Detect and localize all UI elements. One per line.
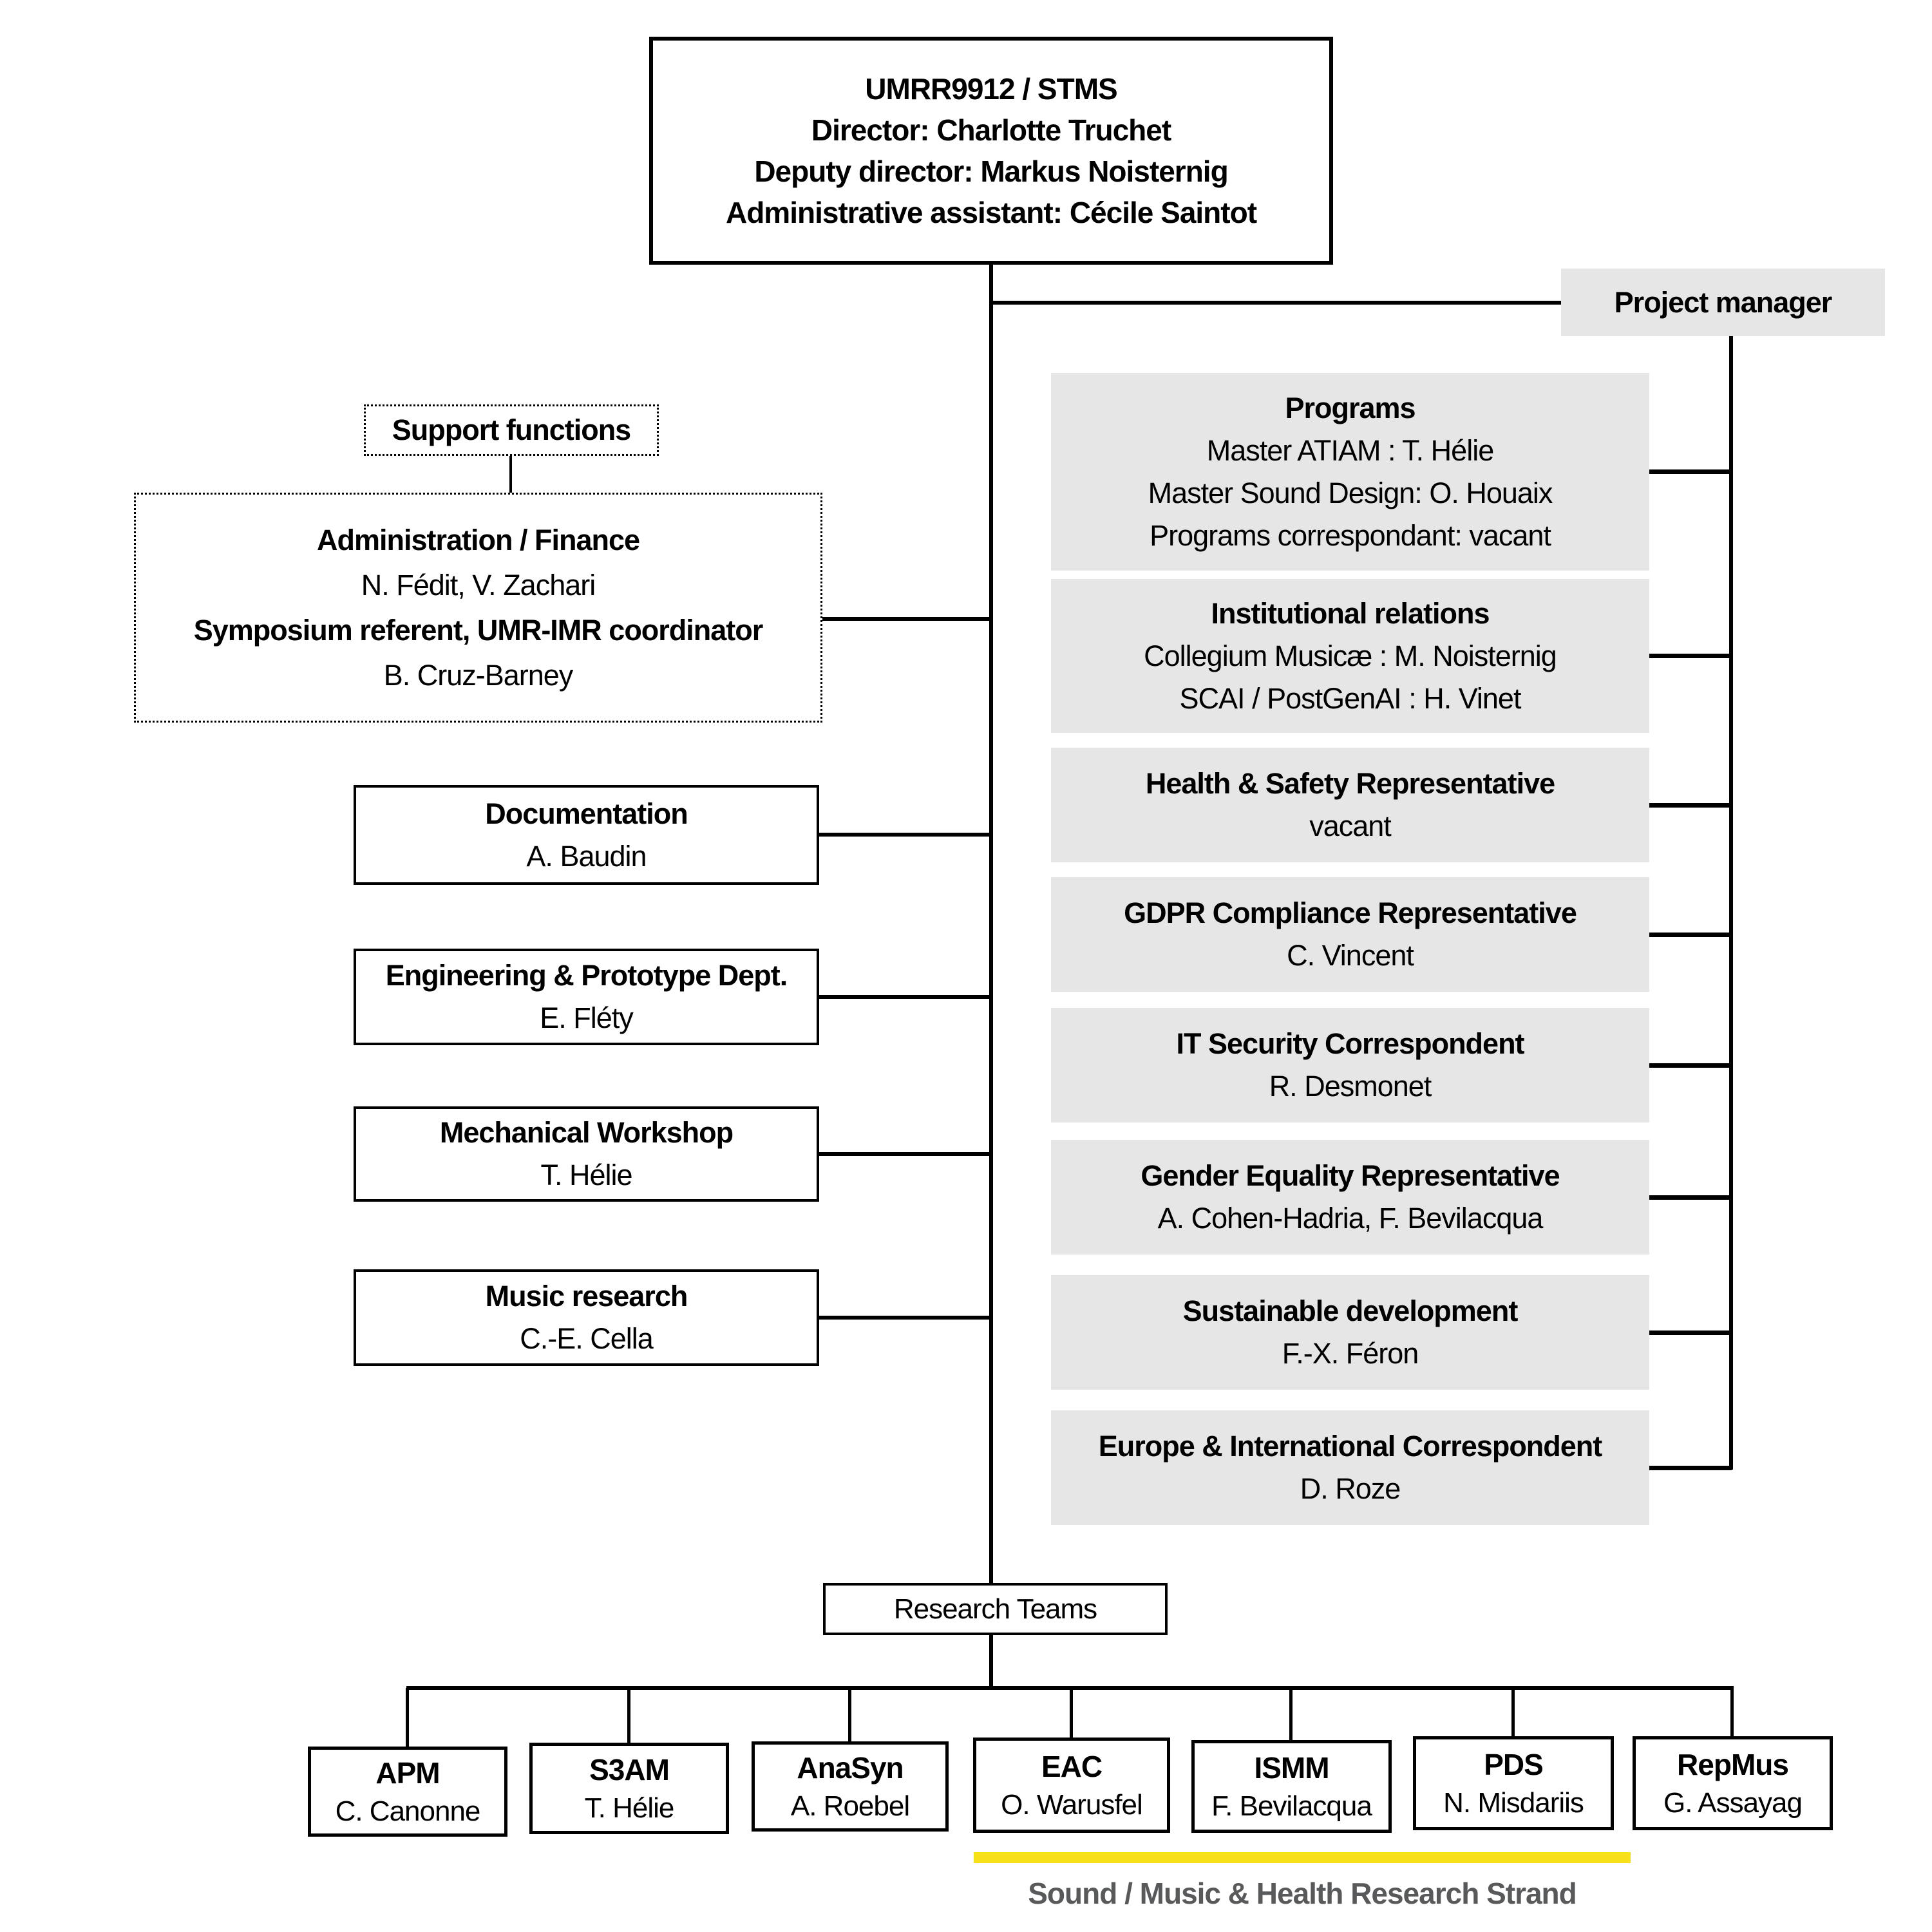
- connector-research-teams-vertical: [989, 1635, 993, 1688]
- europe-person: D. Roze: [1300, 1472, 1401, 1505]
- node-team-pds: [1413, 1736, 1614, 1830]
- node-root: [649, 37, 1333, 265]
- connector-programs: [1648, 469, 1732, 474]
- programs-line: Master ATIAM : T. Hélie: [1206, 433, 1494, 467]
- support-functions-label: Support functions: [392, 413, 631, 446]
- team-anasyn-name: AnaSyn: [797, 1751, 904, 1785]
- gender-equality-title: Gender Equality Representative: [1141, 1159, 1560, 1192]
- connector-gender-equality: [1648, 1195, 1732, 1200]
- connector-stub-repmus: [1730, 1688, 1734, 1738]
- connector-stub-apm: [406, 1688, 409, 1747]
- connector-mechanical-workshop: [818, 1152, 991, 1156]
- institutional-line: Collegium Musicæ : M. Noisternig: [1144, 639, 1557, 672]
- node-support-functions: [364, 404, 659, 456]
- strand-highlight-bar: [974, 1852, 1631, 1863]
- team-apm-lead: C. Canonne: [335, 1795, 480, 1827]
- connector-stub-pds: [1511, 1688, 1515, 1738]
- it-security-title: IT Security Correspondent: [1176, 1027, 1524, 1060]
- node-engineering-prototype: [354, 949, 819, 1045]
- connector-sustainable-development: [1648, 1331, 1732, 1335]
- node-health-safety: [1051, 748, 1649, 862]
- europe-title: Europe & International Correspondent: [1098, 1430, 1602, 1463]
- connector-institutional-relations: [1648, 654, 1732, 658]
- team-ismm-lead: F. Bevilacqua: [1211, 1790, 1372, 1822]
- node-gdpr: [1051, 877, 1649, 992]
- node-team-eac: [973, 1738, 1170, 1833]
- root-title: UMRR9912 / STMS: [865, 72, 1117, 106]
- connector-stub-anasyn: [848, 1688, 851, 1743]
- it-security-person: R. Desmonet: [1269, 1070, 1432, 1103]
- health-safety-title: Health & Safety Representative: [1145, 767, 1555, 800]
- programs-line: Programs correspondant: vacant: [1150, 518, 1551, 552]
- research-teams-label: Research Teams: [893, 1593, 1097, 1625]
- team-ismm-name: ISMM: [1254, 1751, 1329, 1785]
- connector-gdpr: [1648, 933, 1732, 937]
- institutional-line: SCAI / PostGenAI : H. Vinet: [1179, 681, 1521, 715]
- mechanical-title: Mechanical Workshop: [439, 1116, 734, 1149]
- connector-admin: [820, 617, 991, 621]
- connector-stub-ismm: [1289, 1688, 1293, 1742]
- engineering-person: E. Fléty: [540, 1001, 633, 1034]
- team-pds-lead: N. Misdariis: [1443, 1787, 1584, 1819]
- connector-stub-eac: [1070, 1688, 1073, 1739]
- sustainable-title: Sustainable development: [1182, 1294, 1518, 1327]
- connector-project-manager-vertical: [1729, 336, 1733, 1470]
- project-manager-label: Project manager: [1614, 285, 1832, 319]
- node-music-research: [354, 1269, 819, 1366]
- team-eac-name: EAC: [1041, 1750, 1103, 1783]
- node-team-ismm: [1191, 1740, 1392, 1833]
- node-team-apm: [308, 1747, 507, 1837]
- connector-engineering: [818, 995, 991, 999]
- root-admin-assistant: Administrative assistant: Cécile Saintot: [725, 196, 1257, 229]
- team-eac-lead: O. Warusfel: [1001, 1789, 1142, 1821]
- team-anasyn-lead: A. Roebel: [790, 1790, 910, 1822]
- engineering-title: Engineering & Prototype Dept.: [385, 959, 788, 992]
- team-apm-name: APM: [375, 1756, 440, 1790]
- connector-support-to-admin: [509, 455, 512, 495]
- admin-staff: N. Fédit, V. Zachari: [361, 568, 596, 601]
- node-it-security: [1051, 1008, 1649, 1122]
- connector-stub-s3am: [627, 1688, 630, 1745]
- music-research-title: Music research: [485, 1280, 688, 1312]
- connector-trunk-vertical: [989, 265, 993, 1583]
- connector-branch-to-project-manager: [991, 301, 1563, 305]
- programs-line: Master Sound Design: O. Houaix: [1148, 476, 1553, 509]
- node-institutional-relations: [1051, 579, 1649, 733]
- node-team-s3am: [529, 1743, 729, 1834]
- gdpr-title: GDPR Compliance Representative: [1124, 896, 1577, 929]
- team-repmus-lead: G. Assayag: [1663, 1787, 1802, 1819]
- node-gender-equality: [1051, 1140, 1649, 1255]
- node-project-manager: [1561, 269, 1885, 336]
- admin-coordinator: B. Cruz-Barney: [383, 658, 573, 692]
- programs-title: Programs: [1285, 391, 1416, 424]
- strand-label: Sound / Music & Health Research Strand: [1028, 1877, 1577, 1910]
- health-safety-person: vacant: [1309, 810, 1391, 842]
- team-s3am-name: S3AM: [589, 1753, 669, 1786]
- team-pds-name: PDS: [1484, 1748, 1543, 1781]
- node-programs: [1051, 373, 1649, 571]
- documentation-person: A. Baudin: [526, 839, 647, 873]
- documentation-title: Documentation: [485, 797, 688, 830]
- node-europe-international: [1051, 1410, 1649, 1525]
- connector-health-safety: [1648, 803, 1732, 808]
- music-research-person: C.-E. Cella: [520, 1322, 653, 1355]
- admin-role: Symposium referent, UMR-IMR coordinator: [193, 613, 763, 647]
- gender-equality-person: A. Cohen-Hadria, F. Bevilacqua: [1157, 1202, 1543, 1235]
- node-sustainable-development: [1051, 1275, 1649, 1390]
- team-repmus-name: RepMus: [1677, 1748, 1788, 1781]
- node-team-repmus: [1633, 1736, 1833, 1830]
- mechanical-person: T. Hélie: [540, 1159, 632, 1191]
- institutional-title: Institutional relations: [1211, 596, 1490, 630]
- connector-europe-international: [1648, 1466, 1732, 1470]
- node-team-anasyn: [752, 1741, 949, 1832]
- sustainable-person: F.-X. Féron: [1282, 1337, 1419, 1370]
- root-deputy-director: Deputy director: Markus Noisternig: [754, 155, 1228, 188]
- connector-music-research: [818, 1316, 991, 1320]
- admin-title: Administration / Finance: [316, 523, 640, 556]
- node-mechanical-workshop: [354, 1106, 819, 1202]
- root-director: Director: Charlotte Truchet: [811, 113, 1171, 147]
- gdpr-person: C. Vincent: [1287, 939, 1414, 972]
- node-documentation: [354, 785, 819, 885]
- node-administration-finance: [134, 493, 822, 723]
- connector-documentation: [818, 833, 991, 837]
- team-s3am-lead: T. Hélie: [584, 1792, 674, 1824]
- node-research-teams: [823, 1583, 1168, 1635]
- connector-it-security: [1648, 1063, 1732, 1068]
